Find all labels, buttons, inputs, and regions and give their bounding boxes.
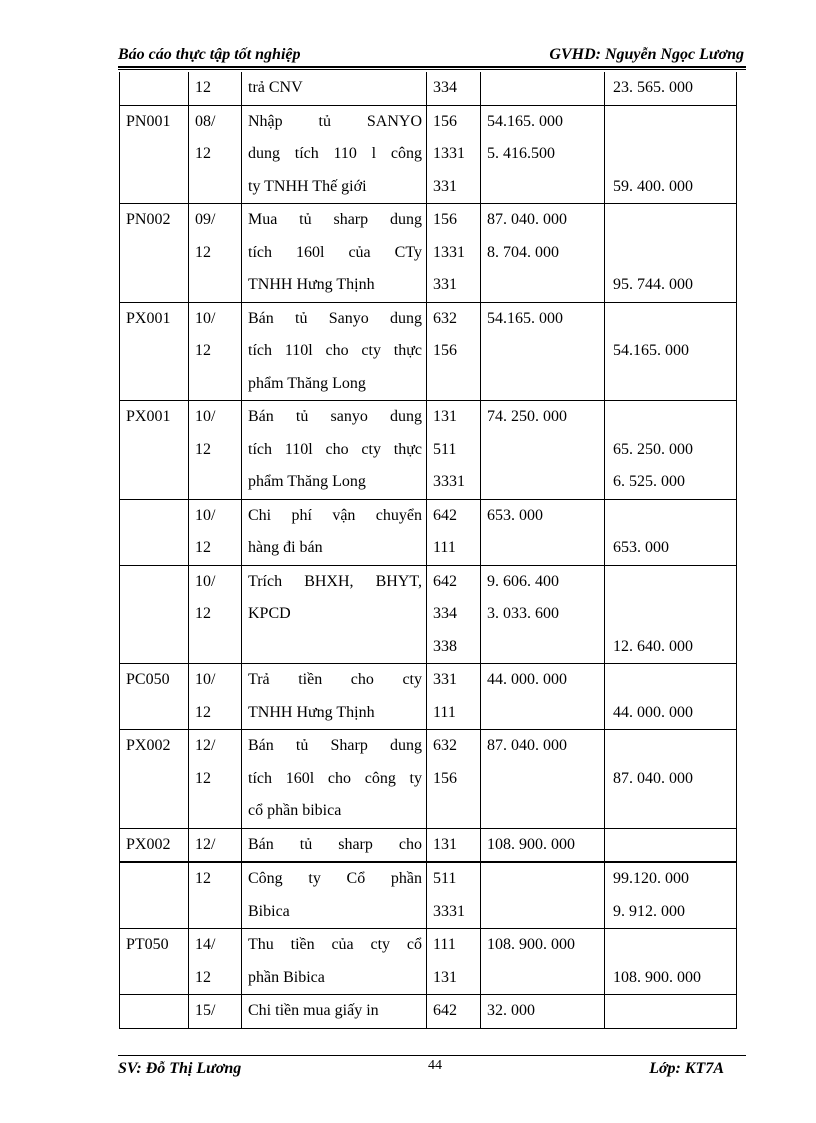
account-cell <box>427 105 481 204</box>
debit-cell <box>481 730 605 829</box>
description-line: phẩm Thăng Long <box>248 473 366 490</box>
journal-row <box>120 565 737 664</box>
journal-row <box>120 72 737 105</box>
document-number: PN001 <box>126 112 171 130</box>
description-cell <box>242 730 427 829</box>
date-cell-line: 08/ <box>195 112 216 130</box>
document-number-cell <box>120 401 189 500</box>
credit-cell-line: 12. 640. 000 <box>613 637 693 655</box>
journal-row <box>120 499 737 565</box>
journal-row <box>120 401 737 500</box>
document-number-cell <box>120 302 189 401</box>
credit-cell <box>605 828 737 862</box>
debit-cell <box>481 828 605 862</box>
date-cell-line: 10/ <box>195 506 216 524</box>
account-cell-line <box>433 368 480 401</box>
debit-cell-line <box>487 795 604 828</box>
debit-cell-line: 54.165. 000 <box>487 112 563 130</box>
account-cell-line: 334 <box>433 605 457 622</box>
journal-row <box>120 302 737 401</box>
account-cell-line: 156 <box>433 769 457 787</box>
debit-cell-line: 5. 416.500 <box>487 145 555 162</box>
credit-cell-line: 108. 900. 000 <box>613 968 701 986</box>
description-line: Bibica <box>248 902 290 920</box>
account-cell <box>427 730 481 829</box>
date-cell-line <box>195 466 241 499</box>
date-cell-line: 12 <box>195 342 211 359</box>
report-title: Báo cáo thực tập tốt nghiệp <box>118 46 301 63</box>
debit-cell <box>481 105 605 204</box>
date-cell-line: 12/ <box>195 737 216 754</box>
account-cell <box>427 664 481 730</box>
credit-cell-line <box>613 829 736 862</box>
description-line <box>248 631 422 664</box>
description-line: trả CNV <box>248 79 303 96</box>
journal-row <box>120 828 737 862</box>
date-cell-line: 12 <box>195 539 211 556</box>
date-cell-line: 10/ <box>195 572 216 590</box>
document-number <box>126 995 188 1028</box>
account-cell-line: 156 <box>433 112 457 130</box>
description-line: TNHH Hưng Thịnh <box>248 703 375 721</box>
debit-cell-line <box>487 269 604 302</box>
date-cell-line: 12 <box>195 79 211 96</box>
account-cell-line: 1331 <box>433 243 465 261</box>
debit-cell <box>481 401 605 500</box>
description-cell <box>242 401 427 500</box>
credit-cell-line <box>613 500 736 533</box>
journal-row <box>120 105 737 204</box>
debit-cell-line: 9. 606. 400 <box>487 572 559 590</box>
date-cell-line: 12 <box>195 145 211 162</box>
date-cell-line: 12 <box>195 243 211 261</box>
account-cell-line: 338 <box>433 637 457 655</box>
debit-cell-line <box>487 962 604 995</box>
debit-cell-line: 653. 000 <box>487 506 543 524</box>
account-cell <box>427 995 481 1029</box>
document-number-cell <box>120 204 189 303</box>
debit-cell-line <box>487 863 604 896</box>
description-line: cổ phần bibica <box>248 802 342 819</box>
credit-cell-line: 54.165. 000 <box>613 342 689 359</box>
student-name: SV: Đỗ Thị Lương <box>118 1060 242 1077</box>
description-line: Nhập tủ SANYO <box>248 112 422 130</box>
debit-cell-line <box>487 434 604 467</box>
description-line: tích 160l cho công ty <box>248 769 422 787</box>
credit-cell <box>605 72 737 105</box>
description-line: tích 160l của CTy <box>248 243 422 261</box>
account-cell-line: 111 <box>433 703 456 721</box>
account-cell <box>427 565 481 664</box>
account-cell <box>427 499 481 565</box>
account-cell <box>427 302 481 401</box>
date-cell-line: 12 <box>195 605 211 622</box>
journal-row <box>120 862 737 929</box>
credit-cell-line: 87. 040. 000 <box>613 769 693 787</box>
journal-row <box>120 929 737 995</box>
credit-cell-line <box>613 106 736 139</box>
credit-cell <box>605 401 737 500</box>
document-number-cell <box>120 105 189 204</box>
description-line: tích 110l cho cty thực <box>248 342 422 359</box>
debit-cell-line: 32. 000 <box>487 1002 535 1019</box>
account-cell-line: 632 <box>433 737 457 754</box>
account-cell-line: 331 <box>433 671 457 688</box>
debit-cell <box>481 72 605 105</box>
credit-cell-line: 99.120. 000 <box>613 870 689 887</box>
credit-cell <box>605 499 737 565</box>
description-line: Bán tủ sharp cho <box>248 835 422 853</box>
date-cell <box>189 565 242 664</box>
journal-row <box>120 995 737 1029</box>
credit-cell-line <box>613 138 736 171</box>
date-cell <box>189 929 242 995</box>
date-cell-line <box>195 631 241 664</box>
description-line: KPCD <box>248 605 291 622</box>
debit-cell <box>481 302 605 401</box>
credit-cell-line: 65. 250. 000 <box>613 440 693 458</box>
credit-cell-line: 23. 565. 000 <box>613 79 693 96</box>
document-number: PN002 <box>126 211 171 228</box>
document-number-cell <box>120 499 189 565</box>
description-line: Thu tiền của cty cổ <box>248 936 422 953</box>
debit-cell-line <box>487 466 604 499</box>
date-cell-line: 12 <box>195 870 211 887</box>
account-cell-line: 156 <box>433 342 457 359</box>
account-cell-line: 331 <box>433 276 457 293</box>
debit-cell-line <box>487 896 604 929</box>
debit-cell-line: 108. 900. 000 <box>487 835 575 853</box>
description-cell <box>242 204 427 303</box>
description-line: Mua tủ sharp dung <box>248 211 422 228</box>
description-line: Bán tủ sanyo dung <box>248 408 422 425</box>
description-line: phẩm Thăng Long <box>248 374 366 392</box>
account-cell-line: 1331 <box>433 145 465 162</box>
debit-cell-line <box>487 697 604 730</box>
footer-divider <box>118 1055 746 1056</box>
class-name: Lớp: KT7A <box>649 1060 724 1077</box>
page-number: 44 <box>428 1058 442 1073</box>
account-cell-line: 331 <box>433 177 457 195</box>
date-cell <box>189 664 242 730</box>
credit-cell-line: 44. 000. 000 <box>613 703 693 721</box>
account-cell-line: 3331 <box>433 473 465 490</box>
debit-cell <box>481 862 605 929</box>
description-cell <box>242 862 427 929</box>
credit-cell-line <box>613 204 736 237</box>
date-cell-line: 12 <box>195 769 211 787</box>
debit-cell <box>481 499 605 565</box>
journal-table <box>119 72 737 1029</box>
document-number <box>126 566 188 599</box>
account-cell-line: 511 <box>433 440 457 458</box>
account-cell-line: 334 <box>433 79 457 96</box>
description-line: Chi tiền mua giấy in <box>248 1002 379 1019</box>
credit-cell-line <box>613 566 736 599</box>
account-cell <box>427 929 481 995</box>
credit-cell <box>605 105 737 204</box>
document-number <box>126 863 188 896</box>
credit-cell <box>605 995 737 1029</box>
account-cell <box>427 204 481 303</box>
debit-cell-line: 8. 704. 000 <box>487 243 559 261</box>
credit-cell-line <box>613 995 736 1028</box>
credit-cell <box>605 204 737 303</box>
debit-cell-line <box>487 532 604 565</box>
debit-cell-line: 108. 900. 000 <box>487 936 575 953</box>
document-number-cell <box>120 929 189 995</box>
account-cell-line: 642 <box>433 1002 457 1019</box>
supervisor-name: GVHD: Nguyễn Ngọc Lương <box>549 46 744 63</box>
date-cell <box>189 862 242 929</box>
document-number: PX001 <box>126 309 171 327</box>
description-cell <box>242 302 427 401</box>
description-line: Bán tủ Sharp dung <box>248 737 422 754</box>
date-cell-line: 14/ <box>195 936 216 953</box>
credit-cell <box>605 302 737 401</box>
description-line: Trả tiền cho cty <box>248 671 422 688</box>
account-cell-line: 642 <box>433 506 457 524</box>
account-cell-line: 632 <box>433 309 457 327</box>
description-line: hàng đi bán <box>248 539 323 556</box>
credit-cell <box>605 862 737 929</box>
date-cell <box>189 828 242 862</box>
date-cell <box>189 730 242 829</box>
account-cell-line: 131 <box>433 408 457 425</box>
date-cell-line: 12 <box>195 968 211 986</box>
document-number: PX002 <box>126 737 171 754</box>
description-cell <box>242 828 427 862</box>
document-number-cell <box>120 664 189 730</box>
debit-cell-line <box>487 763 604 796</box>
description-cell <box>242 565 427 664</box>
credit-cell-line <box>613 401 736 434</box>
description-line: phần Bibica <box>248 968 325 986</box>
description-line: dung tích 110 l công <box>248 145 422 162</box>
description-line: Chi phí vận chuyển <box>248 506 422 524</box>
date-cell <box>189 105 242 204</box>
description-cell <box>242 105 427 204</box>
credit-cell-line <box>613 303 736 336</box>
credit-cell <box>605 664 737 730</box>
debit-cell <box>481 565 605 664</box>
page-footer <box>118 1058 746 1080</box>
description-line: TNHH Hưng Thịnh <box>248 276 375 293</box>
account-cell-line: 131 <box>433 968 457 986</box>
credit-cell-line <box>613 795 736 828</box>
description-line: ty TNHH Thế giới <box>248 177 367 195</box>
debit-cell <box>481 664 605 730</box>
date-cell-line <box>195 896 241 929</box>
description-line: Trích BHXH, BHYT, <box>248 572 422 590</box>
date-cell-line: 10/ <box>195 309 216 327</box>
debit-cell-line: 87. 040. 000 <box>487 737 567 754</box>
credit-cell-line: 9. 912. 000 <box>613 902 685 920</box>
description-cell <box>242 929 427 995</box>
account-cell-line: 131 <box>433 835 457 853</box>
account-cell <box>427 401 481 500</box>
credit-cell-line <box>613 664 736 697</box>
document-number <box>126 500 188 533</box>
description-cell <box>242 664 427 730</box>
debit-cell-line <box>487 171 604 204</box>
header-divider <box>118 69 746 70</box>
debit-cell-line <box>487 631 604 664</box>
date-cell-line: 12/ <box>195 835 216 853</box>
document-number: PX001 <box>126 408 171 425</box>
date-cell-line <box>195 795 241 828</box>
date-cell <box>189 204 242 303</box>
description-line: Bán tủ Sanyo dung <box>248 309 422 327</box>
debit-cell <box>481 929 605 995</box>
credit-cell-line: 6. 525. 000 <box>613 473 685 490</box>
credit-cell-line <box>613 929 736 962</box>
account-cell-line: 111 <box>433 936 456 953</box>
document-number-cell <box>120 565 189 664</box>
account-cell-line: 642 <box>433 572 457 590</box>
document-number: PC050 <box>126 671 170 688</box>
account-cell <box>427 828 481 862</box>
credit-cell <box>605 929 737 995</box>
debit-cell-line: 44. 000. 000 <box>487 671 567 688</box>
debit-cell-line <box>487 368 604 401</box>
credit-cell-line <box>613 237 736 270</box>
document-number-cell <box>120 72 189 105</box>
credit-cell-line <box>613 368 736 401</box>
date-cell <box>189 302 242 401</box>
debit-cell-line <box>487 335 604 368</box>
credit-cell-line <box>613 598 736 631</box>
page-header <box>118 44 746 68</box>
description-cell <box>242 995 427 1029</box>
journal-row <box>120 664 737 730</box>
date-cell-line <box>195 171 241 204</box>
journal-row <box>120 730 737 829</box>
date-cell-line: 12 <box>195 440 211 458</box>
debit-cell-line: 87. 040. 000 <box>487 211 567 228</box>
date-cell-line: 12 <box>195 703 211 721</box>
journal-row <box>120 204 737 303</box>
credit-cell-line <box>613 730 736 763</box>
debit-cell <box>481 204 605 303</box>
account-cell-line <box>433 795 480 828</box>
document-number-cell <box>120 730 189 829</box>
account-cell-line: 3331 <box>433 902 465 920</box>
description-cell <box>242 72 427 105</box>
credit-cell <box>605 565 737 664</box>
document-number: PT050 <box>126 936 169 953</box>
account-cell-line: 111 <box>433 539 456 556</box>
account-cell-line: 511 <box>433 870 457 887</box>
debit-cell-line: 3. 033. 600 <box>487 605 559 622</box>
debit-cell-line: 74. 250. 000 <box>487 408 567 425</box>
date-cell <box>189 995 242 1029</box>
date-cell-line: 10/ <box>195 408 216 425</box>
credit-cell-line: 59. 400. 000 <box>613 177 693 195</box>
date-cell <box>189 401 242 500</box>
description-cell <box>242 499 427 565</box>
date-cell-line: 09/ <box>195 211 216 228</box>
document-number-cell <box>120 995 189 1029</box>
debit-cell-line: 54.165. 000 <box>487 309 563 327</box>
date-cell <box>189 499 242 565</box>
credit-cell <box>605 730 737 829</box>
description-line: Công ty Cổ phần <box>248 870 422 887</box>
date-cell-line: 10/ <box>195 671 216 688</box>
account-cell <box>427 72 481 105</box>
debit-cell <box>481 995 605 1029</box>
debit-cell-line <box>487 72 604 105</box>
credit-cell-line: 653. 000 <box>613 539 669 556</box>
document-number: PX002 <box>126 835 171 853</box>
document-number-cell <box>120 862 189 929</box>
date-cell-line <box>195 269 241 302</box>
document-number <box>126 72 188 105</box>
description-line: tích 110l cho cty thực <box>248 440 422 458</box>
account-cell-line: 156 <box>433 211 457 228</box>
account-cell <box>427 862 481 929</box>
date-cell-line: 15/ <box>195 1002 216 1019</box>
date-cell <box>189 72 242 105</box>
document-number-cell <box>120 828 189 862</box>
credit-cell-line: 95. 744. 000 <box>613 276 693 293</box>
date-cell-line <box>195 368 241 401</box>
